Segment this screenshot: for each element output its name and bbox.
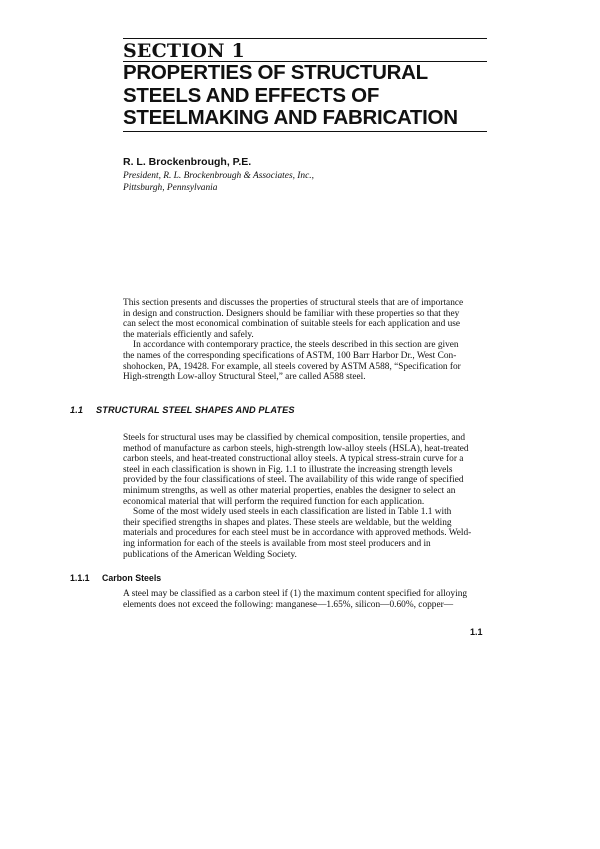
intro-paragraph: This section presents and discusses the properties of structural steels that are of importance in design and construction. Designers should be familiar with these properties so that they can select the most economical combination of suitable steels for each application and use the materials efficiently and safely. In accordance with contemporary practice, the steels described in this section are given the names of the corresponding specifications of ASTM, 100 Barr Harbor Dr., West Con- shohocken, PA, 19428. For example, all steels covered by ASTM A588, “Specification for High-strength Low-alloy Structural Steel,” are called A588 steel. [123, 298, 464, 383]
page-number: 1.1 [470, 627, 483, 637]
page-title [123, 62, 503, 130]
section-1-1-body: Steels for structural uses may be classified by chemical composition, tensile properties, and method of manufacture as carbon steels, high-strength low-alloy steels (HSLA), heat-treated carbon steels, and heat-treated constructional alloy steels. A typical stress-strain curve for a steel in each classification is shown in Fig. 1.1 to illustrate the increasing strength levels provided by the four classifications of steel. The availability of this wide range of specified minimum strengths, as well as other material properties, enables the designer to select an economical material that will perform the required function for each application. Some of the most widely used steels in each classification are listed in Table 1.1 with their specified strengths in shapes and plates. These steels are weldable, but the welding materials and procedures for each steel must be in accordance with approved methods. Weld- ing information for each of the steels is available from most steel producers and in publications of the American Welding Society. [123, 433, 472, 560]
author-affiliation: President, R. L. Brockenbrough & Associates, Inc., Pittsburgh, Pennsylvania [123, 171, 314, 193]
section-1-1-1-body: A steel may be classified as a carbon steel if (1) the maximum content specified for alloying elements does not exceed the following: manganese—1.65%, silicon—0.60%, copper— [123, 589, 468, 610]
section-label: SECTION 1 [123, 40, 245, 62]
author-name: R. L. Brockenbrough, P.E. [123, 156, 252, 168]
section-heading-1-1-1: 1.1.1 Carbon Steels [70, 573, 162, 583]
top-rule [123, 38, 487, 39]
section-heading-1-1: 1.1 STRUCTURAL STEEL SHAPES AND PLATES [70, 405, 295, 415]
title-rule [123, 131, 487, 132]
title-line: STEELS AND EFFECTS OF [123, 83, 380, 107]
title-line: STEELMAKING AND FABRICATION [123, 106, 458, 129]
title-line: PROPERTIES OF STRUCTURAL [123, 61, 428, 84]
